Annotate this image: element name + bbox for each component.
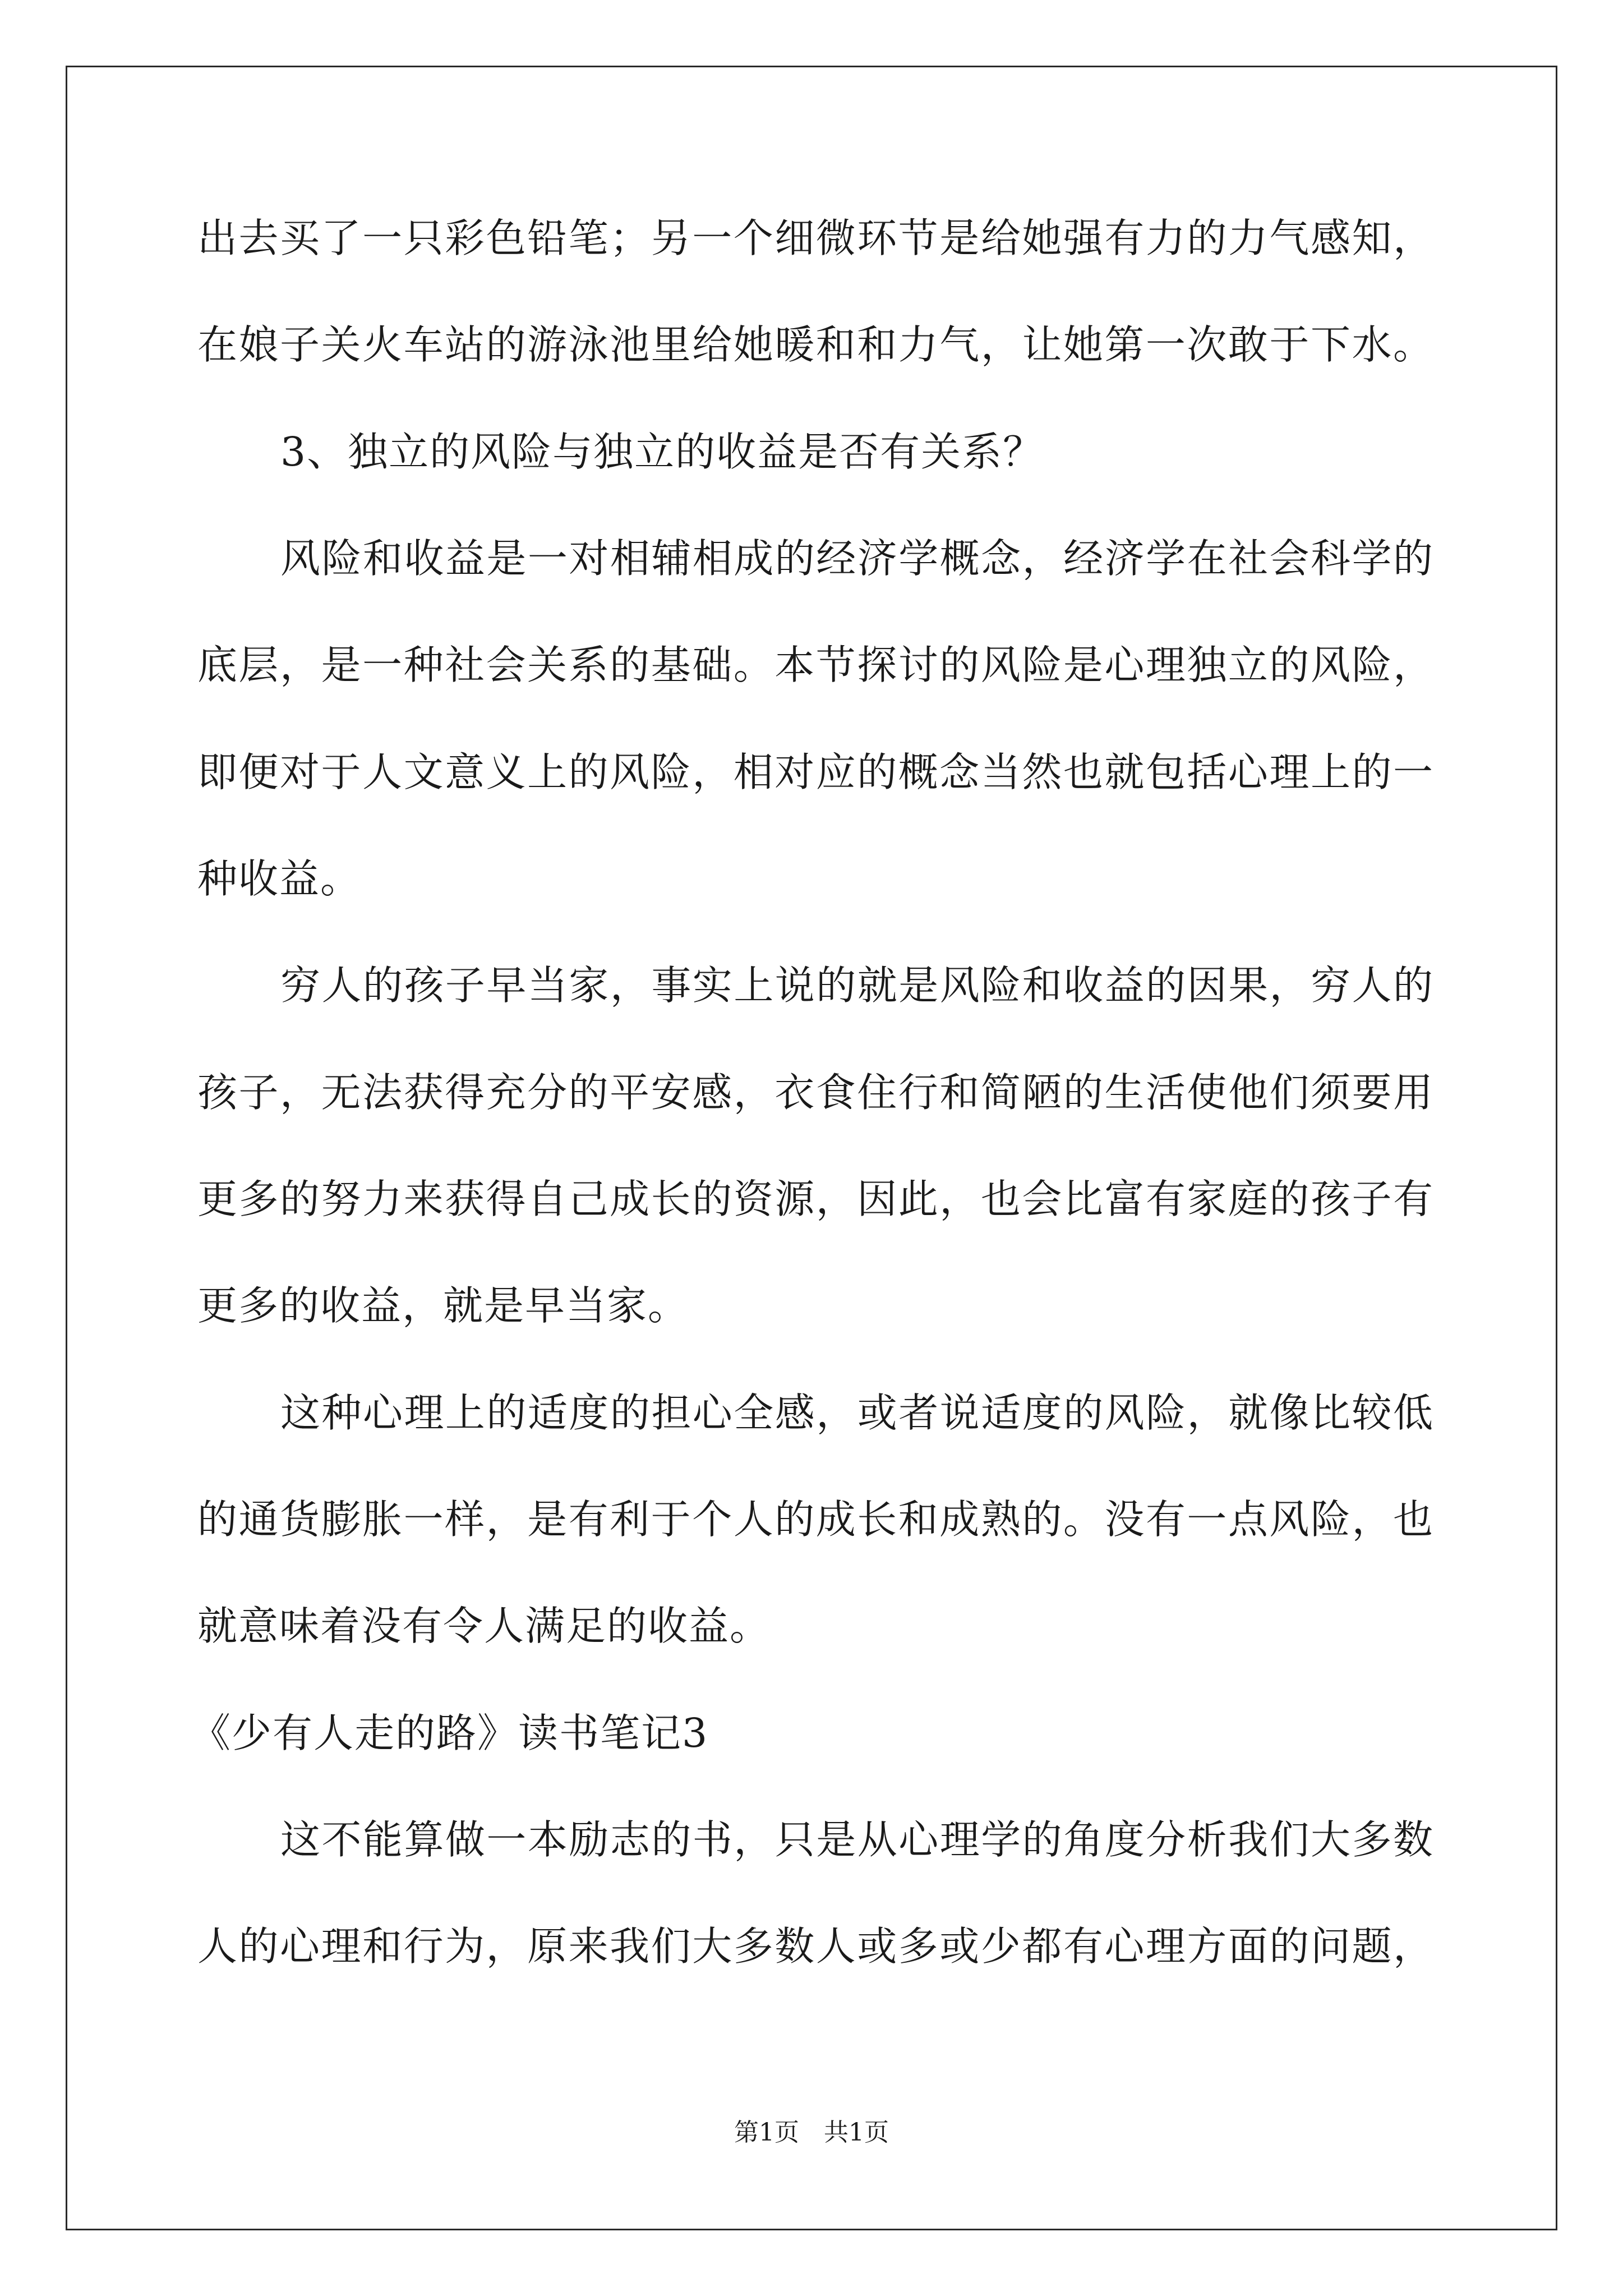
text-line-11: 更多的收益，就是早当家。 xyxy=(197,1282,689,1329)
article-title: 《少有人走的路》读书笔记3 xyxy=(191,1710,709,1756)
text-line-9: 孩子，无法获得充分的平安感，衣食住行和简陋的生活使他们须要用 xyxy=(197,1069,1434,1116)
text-line-1: 出去买了一只彩色铅笔；另一个细微环节是给她强有力的力气感知， xyxy=(197,215,1434,261)
text-line-5: 底层，是一种社会关系的基础。本节探讨的风险是心理独立的风险， xyxy=(197,642,1434,688)
text-line-16: 这不能算做一本励志的书，只是从心理学的角度分析我们大多数 xyxy=(280,1816,1434,1863)
text-line-12: 这种心理上的适度的担心全感，或者说适度的风险，就像比较低 xyxy=(280,1389,1434,1436)
text-line-8: 穷人的孩子早当家，事实上说的就是风险和收益的因果，穷人的 xyxy=(280,962,1434,1009)
text-line-4: 风险和收益是一对相辅相成的经济学概念，经济学在社会科学的 xyxy=(280,535,1434,582)
text-line-13: 的通货膨胀一样，是有利于个人的成长和成熟的。没有一点风险，也 xyxy=(197,1496,1434,1543)
text-line-6: 即便对于人文意义上的风险，相对应的概念当然也就包括心理上的一 xyxy=(197,749,1434,795)
page-number-footer: 第1页 共1页 xyxy=(734,2118,889,2147)
text-line-10: 更多的努力来获得自己成长的资源，因此，也会比富有家庭的孩子有 xyxy=(197,1176,1434,1222)
text-line-2: 在娘子关火车站的游泳池里给她暖和和力气，让她第一次敢于下水。 xyxy=(197,321,1434,368)
section-heading: 3、独立的风险与独立的收益是否有关系？ xyxy=(280,429,1044,475)
text-line-7: 种收益。 xyxy=(197,855,362,902)
page-border xyxy=(66,66,1557,2230)
text-line-17: 人的心理和行为，原来我们大多数人或多或少都有心理方面的问题， xyxy=(197,1923,1434,1970)
text-line-14: 就意味着没有令人满足的收益。 xyxy=(197,1603,771,1649)
